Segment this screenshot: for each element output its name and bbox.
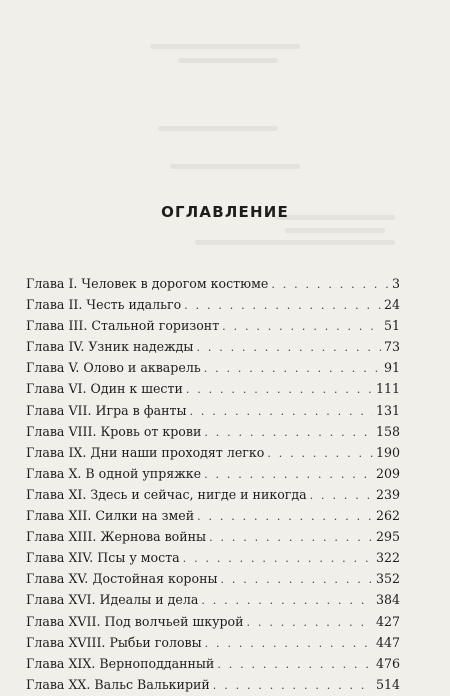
toc-dot-leader (201, 590, 373, 611)
toc-entry-title: Глава XII. Силки на змей (26, 508, 195, 524)
toc-page-number: 262 (375, 508, 400, 524)
toc-entry-title: Глава XI. Здесь и сейчас, нигде и никогда (26, 486, 307, 502)
toc-entry-title: Глава VII. Игра в фанты (26, 402, 187, 418)
toc-dot-leader (205, 633, 373, 654)
toc-entry-title: Глава V. Олово и акварель (26, 360, 201, 376)
toc-entry-title: Глава X. В одной упряжке (26, 465, 202, 481)
toc-entry-title: Глава XX. Вальс Валькирий (26, 676, 210, 692)
toc-page-number: 384 (375, 592, 400, 608)
toc-dot-leader (204, 358, 381, 379)
toc-entry-title: Глава XVII. Под волчьей шкурой (26, 613, 244, 629)
toc-entry (26, 611, 400, 632)
toc-dot-leader (186, 379, 373, 400)
toc-entry (26, 442, 400, 463)
toc-page-number: 73 (383, 339, 400, 355)
toc-page-number: 3 (391, 276, 400, 291)
toc-entry (26, 421, 400, 442)
toc-entry (26, 336, 400, 357)
toc-dot-leader (271, 274, 389, 295)
toc-dot-leader (209, 527, 373, 548)
toc-entry (26, 547, 400, 568)
toc-page-number: 24 (383, 297, 400, 313)
toc-dot-leader (222, 316, 381, 337)
toc-entry-title: Глава III. Стальной горизонт (26, 318, 220, 334)
toc-entry (26, 653, 400, 674)
toc-entry (26, 400, 400, 421)
toc-page-number: 209 (375, 465, 400, 481)
toc-dot-leader (221, 569, 373, 590)
toc-page-number: 158 (375, 423, 400, 439)
table-of-contents-heading: ОГЛАВЛЕНИЕ (161, 203, 289, 221)
toc-entry (26, 463, 400, 484)
toc-entry (26, 589, 400, 610)
toc-dot-leader (267, 443, 373, 464)
toc-page-number: 239 (375, 486, 400, 502)
toc-page-number: 190 (375, 444, 400, 460)
toc-entry (26, 526, 400, 547)
toc-dot-leader (247, 612, 373, 633)
toc-page-number: 514 (375, 676, 400, 692)
toc-entry (26, 505, 400, 526)
toc-dot-leader (184, 295, 381, 316)
toc-entry-title: Глава XIV. Псы у моста (26, 550, 180, 566)
toc-dot-leader (190, 401, 373, 422)
toc-page-number: 295 (375, 529, 400, 545)
toc-page-number: 447 (375, 634, 400, 650)
toc-entry (26, 632, 400, 653)
toc-page-number: 322 (375, 550, 400, 566)
toc-entry-title: Глава IX. Дни наши проходят легко (26, 444, 265, 460)
toc-entry (26, 378, 400, 399)
toc-entry-title: Глава VI. Один к шести (26, 381, 183, 397)
toc-entry-title: Глава II. Честь идальго (26, 297, 182, 313)
toc-dot-leader (183, 548, 373, 569)
toc-entry (26, 568, 400, 589)
toc-entry-title: Глава VIII. Кровь от крови (26, 423, 202, 439)
toc-page-number: 352 (375, 571, 400, 587)
toc-entry-title: Глава XIII. Жернова войны (26, 529, 207, 545)
toc-page-number: 476 (375, 655, 400, 671)
toc-entry-title: Глава IV. Узник надежды (26, 339, 194, 355)
toc-page-number: 131 (375, 402, 400, 418)
toc-dot-leader (204, 422, 373, 443)
toc-dot-leader (217, 654, 373, 675)
toc-page-number: 111 (375, 381, 400, 397)
toc-entry (26, 273, 400, 294)
toc-entry-title: Глава XV. Достойная короны (26, 571, 218, 587)
toc-dot-leader (197, 506, 373, 527)
toc-entry (26, 484, 400, 505)
toc-entry-title: Глава I. Человек в дорогом костюме (26, 276, 269, 291)
toc-entry-title: Глава XVIII. Рыбьи головы (26, 634, 202, 650)
table-of-contents-list (26, 273, 400, 695)
toc-page-number: 427 (375, 613, 400, 629)
toc-dot-leader (310, 485, 373, 506)
toc-dot-leader (204, 464, 373, 485)
toc-entry-title: Глава XVI. Идеалы и дела (26, 592, 199, 608)
toc-entry (26, 357, 400, 378)
toc-entry-title: Глава XIX. Верноподданный (26, 655, 215, 671)
toc-entry (26, 294, 400, 315)
toc-dot-leader (196, 337, 381, 358)
toc-entry (26, 315, 400, 336)
toc-page-number: 91 (383, 360, 400, 376)
toc-dot-leader (213, 675, 373, 696)
toc-page-number: 51 (383, 318, 400, 334)
toc-entry (26, 674, 400, 695)
